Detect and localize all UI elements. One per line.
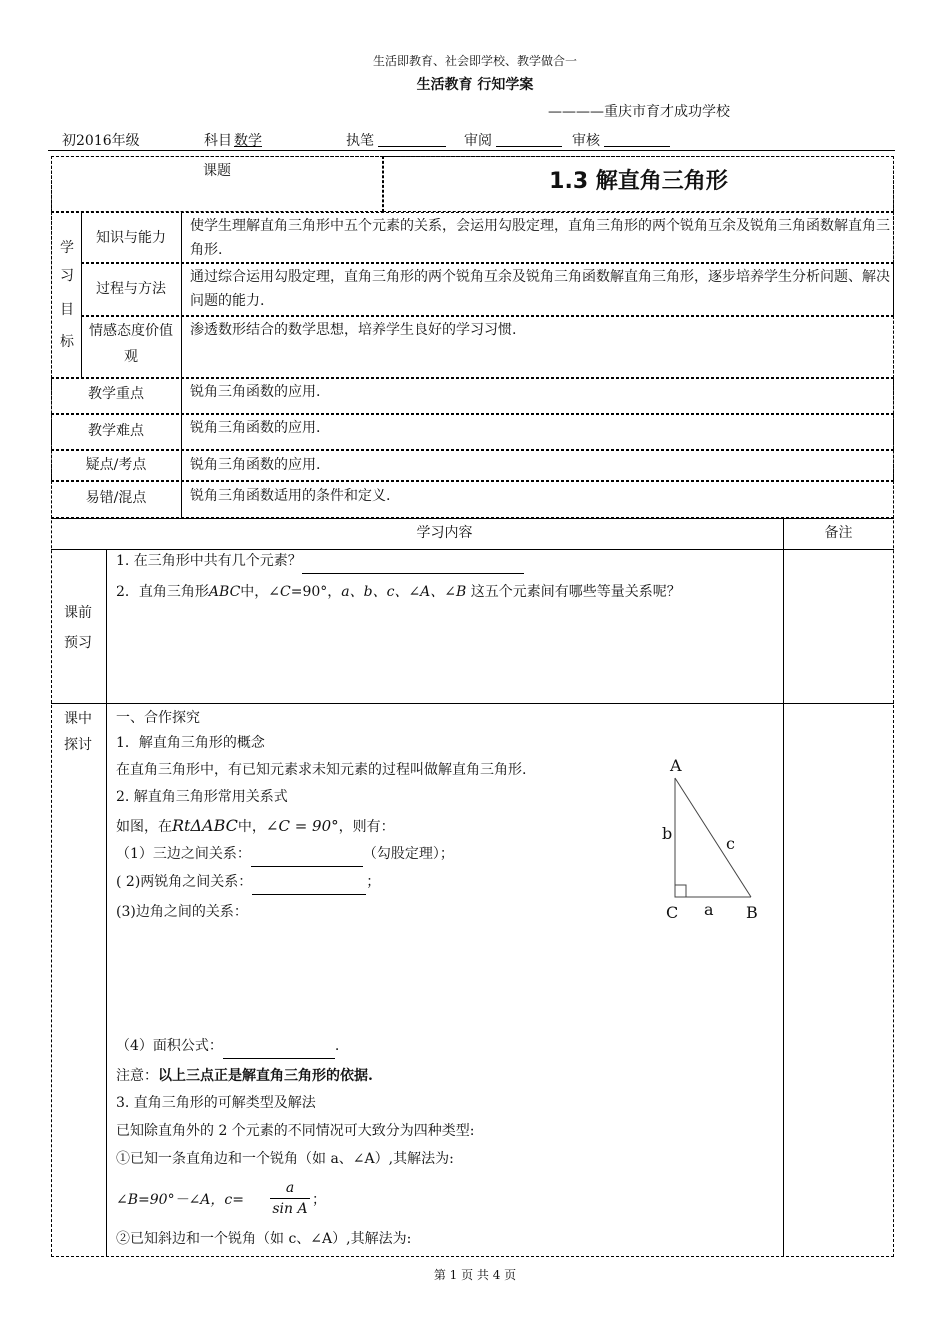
meta-line: 初2016年级 科目 数学 执笔 审阅 审核 [48,130,895,151]
vertex-A: A [670,756,682,775]
concept-definition: 在直角三角形中，有已知元素求未知元素的过程叫做解直角三角形. [116,762,527,778]
goals-char-3: 目 [60,302,74,318]
vertex-B: B [746,903,758,922]
type-1-formula: ∠B=90°－∠A，c= [116,1192,244,1208]
goal-label-knowledge: 知识与能力 [96,230,166,246]
goals-char-4: 标 [60,334,74,350]
document-subtitle: 生活教育 行知学案 [416,77,534,93]
preview-q1: 1. 在三角形中共有几个元素？ [116,549,524,574]
grade: 初2016年级 [62,133,140,149]
section-relations: 2. 解直角三角形常用关系式 [116,789,288,805]
type-1-end: ； [312,1192,326,1208]
type-2: ②已知斜边和一个锐角（如 c、∠A）,其解法为: [116,1231,412,1247]
section-solvable-types: 3. 直角三角形的可解类型及解法 [116,1095,316,1111]
point-text-key: 锐角三角函数的应用. [190,384,321,400]
goals-char-1: 学 [60,240,74,256]
point-text-exam: 锐角三角函数的应用. [190,457,321,473]
side-a: a [704,900,714,919]
goal-text-process: 通过综合运用勾股定理，直角三角形的两个锐角互余及锐角三角函数解直角三角形，逐步培养学生分析问题、解决问题的能力. [190,269,890,309]
triangle-figure [646,750,776,935]
type-1: ①已知一条直角边和一个锐角（如 a、∠A）,其解法为: [116,1151,454,1167]
page-footer: 第 1 页 共 4 页 [433,1268,517,1282]
relation-side-angle: (3)边角之间的关系： [116,904,248,920]
point-label-exam: 疑点/考点 [85,457,147,473]
point-label-error: 易错/混点 [85,490,147,506]
school-name: ————重庆市育才成功学校 [548,104,730,120]
goal-text-knowledge: 使学生理解直角三角形中五个元素的关系，会运用勾股定理，直角三角形的两个锐角互余及锐角三角函数解直角三角形. [190,218,890,258]
type-1-fraction [270,1178,310,1219]
point-label-difficulty: 教学难点 [88,423,144,439]
discussion-label: 课中探讨 [64,711,92,753]
subject-label: 科目 [204,133,232,149]
relation-sides: （1）三边之间关系： （勾股定理）； [116,842,454,867]
reviewer-label: 审阅 [464,133,492,149]
goals-char-2: 习 [60,268,74,284]
fraction-numerator: a [285,1180,295,1196]
section-concept: 1．解直角三角形的概念 [116,735,265,751]
relations-intro: 如图，在RtΔABC中，∠C = 90°，则有： [116,816,395,835]
preview-label: 课前预习 [64,605,92,651]
note-basis: 注意：以上三点正是解直角三角形的依据. [116,1068,373,1084]
goal-label-process: 过程与方法 [96,281,166,297]
school-motto: 生活即教育、社会即学校、教学做合一 [372,54,577,68]
checker-label: 审核 [572,133,600,149]
fraction-denominator: sin A [272,1201,308,1217]
goal-label-attitude: 情感态度价值观 [89,323,173,365]
goal-text-attitude: 渗透数形结合的数学思想，培养学生良好的学习习惯. [190,322,517,338]
point-label-key: 教学重点 [88,386,144,402]
section-cooperative: 一、合作探究 [116,710,200,726]
preview-q2: 2．直角三角形ABC中，∠C=90°，a、b、c、∠A、∠B 这五个元素间有哪些等量关系呢？ [116,584,681,600]
relation-area: （4）面积公式： . [116,1034,339,1059]
vertex-C: C [666,903,679,922]
notes-header: 备注 [824,525,853,541]
side-c: c [726,834,735,853]
topic-label: 课题 [203,163,231,179]
lesson-title: 1.3 解直角三角形 [549,169,728,194]
content-header: 学习内容 [416,525,473,541]
point-text-difficulty: 锐角三角函数的应用. [190,420,321,436]
writer-label: 执笔 [346,133,374,149]
types-intro: 已知除直角外的 2 个元素的不同情况可大致分为四种类型: [116,1123,475,1139]
side-b: b [662,824,673,843]
point-text-error: 锐角三角函数适用的条件和定义. [190,488,391,504]
relation-angles: ( 2)两锐角之间关系： ； [116,870,380,895]
